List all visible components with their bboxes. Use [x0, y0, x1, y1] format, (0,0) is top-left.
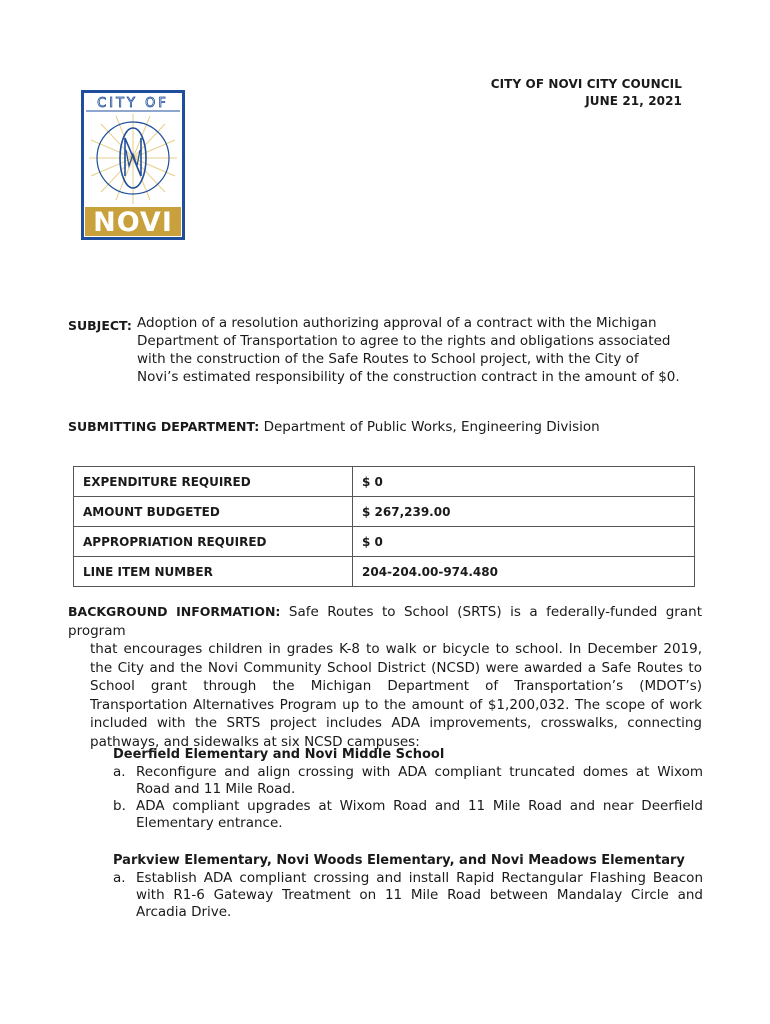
svg-text:CITY OF: CITY OF	[97, 96, 169, 111]
submitting-department	[68, 419, 600, 435]
list-item	[113, 870, 703, 921]
department-label: SUBMITTING DEPARTMENT:	[68, 419, 260, 434]
table-cell-label: APPROPRIATION REQUIRED	[74, 527, 353, 557]
finance-table	[73, 466, 695, 587]
department-value: Department of Public Works, Engineering Division	[263, 419, 600, 435]
table-row	[74, 497, 695, 527]
list-marker: a.	[113, 764, 126, 780]
table-cell-label: AMOUNT BUDGETED	[74, 497, 353, 527]
campus-section	[113, 746, 703, 832]
list-marker: a.	[113, 870, 126, 886]
table-row	[74, 557, 695, 587]
section-heading: Deerfield Elementary and Novi Middle School	[113, 747, 445, 762]
list-marker: b.	[113, 798, 126, 814]
table-cell-value: $ 0	[353, 527, 695, 557]
city-of-novi-logo	[81, 90, 185, 240]
subject-label: SUBJECT:	[68, 318, 132, 333]
list-item-text: Reconfigure and align crossing with ADA compliant truncated domes at Wixom Road and 11 Mile Road.	[136, 764, 703, 797]
section-heading: Parkview Elementary, Novi Woods Elementary, and Novi Meadows Elementary	[113, 853, 685, 868]
background-label: BACKGROUND INFORMATION:	[68, 604, 281, 619]
background-first-line: Safe Routes to School (SRTS) is a federally-funded grant program	[68, 604, 702, 639]
header-date-line: JUNE 21, 2021	[585, 94, 682, 108]
campus-section	[113, 852, 703, 921]
background-information	[68, 603, 702, 751]
subject-text: Adoption of a resolution authorizing approval of a contract with the Michigan Department of Transportation to agree to the rights and obligations associated with the construction of the Safe Routes to School project, with the City of Novi’s estimated responsibility of the construction contract in the amount of $0.	[137, 315, 680, 385]
header-council-line: CITY OF NOVI CITY COUNCIL	[490, 77, 682, 91]
list-item	[113, 764, 703, 798]
table-row	[74, 527, 695, 557]
table-cell-value: $ 267,239.00	[353, 497, 695, 527]
list-item-text: Establish ADA compliant crossing and install Rapid Rectangular Flashing Beacon with R1-6 Gateway Treatment on 11 Mile Road between Mandalay Circle and Arcadia Drive.	[136, 870, 703, 920]
table-cell-value: 204-204.00-974.480	[353, 557, 695, 587]
table-cell-label: EXPENDITURE REQUIRED	[74, 467, 353, 497]
svg-text:NOVI: NOVI	[93, 207, 173, 238]
document-header	[491, 76, 682, 110]
list-item-text: ADA compliant upgrades at Wixom Road and 11 Mile Road and near Deerfield Elementary entrance.	[136, 798, 703, 831]
table-row	[74, 467, 695, 497]
table-cell-label: LINE ITEM NUMBER	[74, 557, 353, 587]
table-cell-value: $ 0	[353, 467, 695, 497]
background-paragraph: that encourages children in grades K-8 to walk or bicycle to school. In December 2019, the City and the Novi Community School District (NCSD) were awarded a Safe Routes to School grant through the Michigan Department of Transportation’s (MDOT’s) Transportation Alternatives Program up to the amount of $1,200,032. The scope of work included with the SRTS project includes ADA improvements, crosswalks, connecting pathways, and sidewalks at six NCSD campuses:	[90, 641, 702, 750]
list-item	[113, 798, 703, 832]
